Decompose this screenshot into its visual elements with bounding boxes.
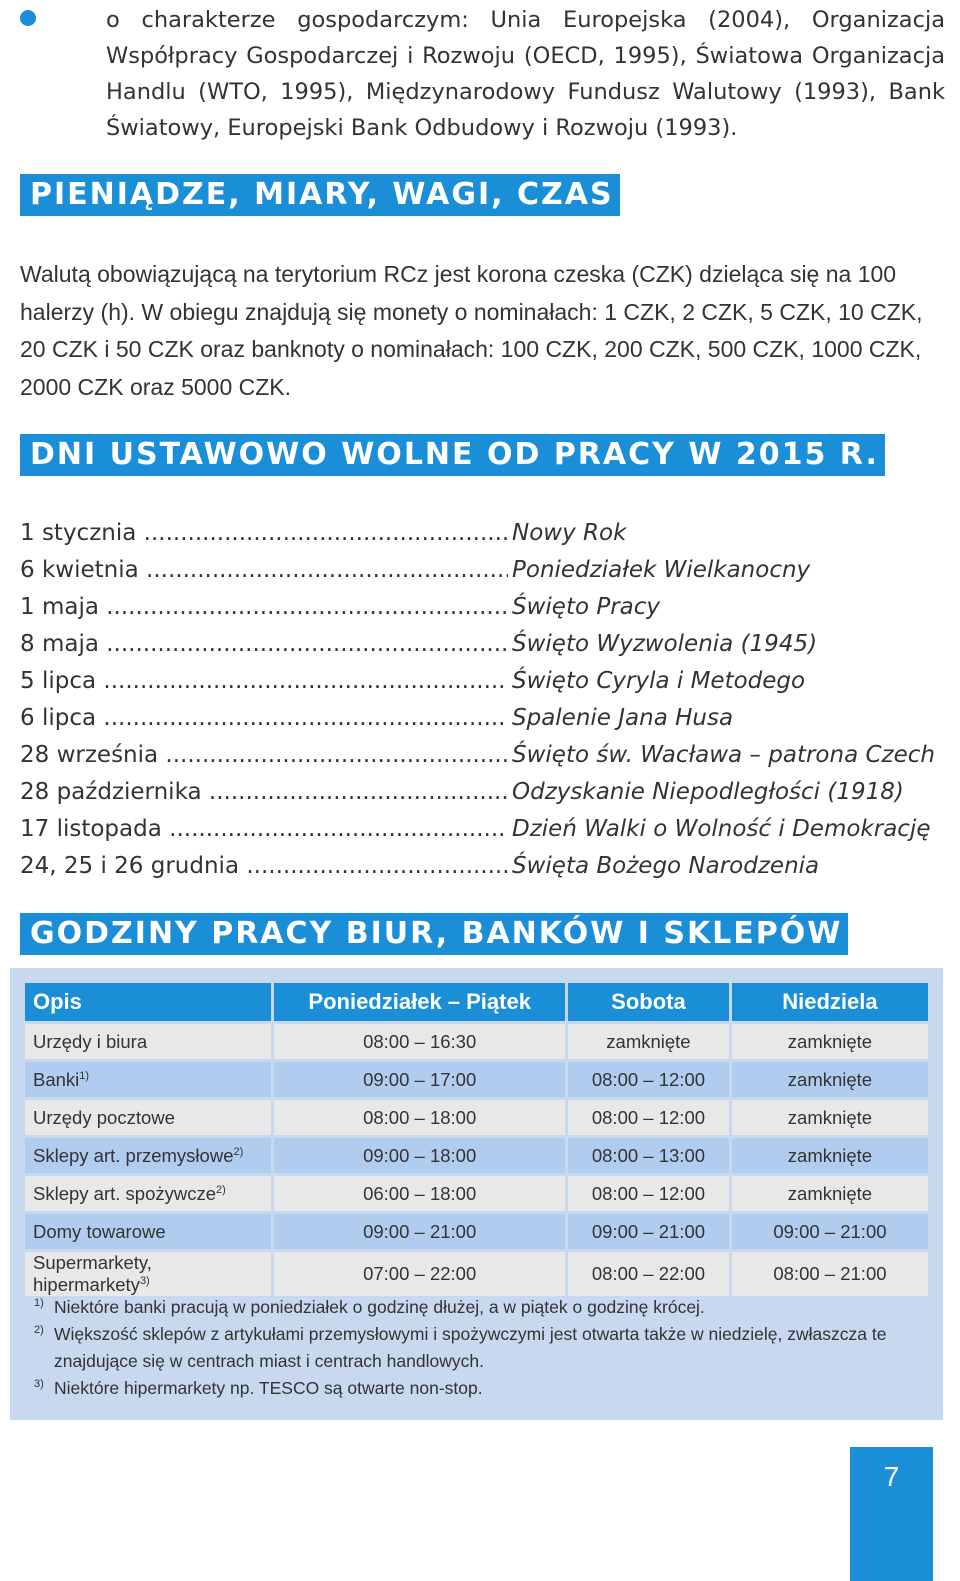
footnotes (34, 1294, 914, 1402)
footnote-marker: 2) (216, 1183, 226, 1196)
holiday-row (20, 811, 950, 848)
row-label: Urzędy pocztowe (33, 1106, 175, 1128)
row-label: Urzędy i biura (33, 1030, 148, 1052)
holiday-row (20, 552, 950, 589)
hours-table-panel (10, 968, 943, 1420)
bullet-dot-icon (20, 10, 36, 26)
row-label: Domy towarowe (33, 1220, 166, 1242)
holiday-date: 1 maja ..... (20, 589, 508, 626)
table-row (25, 1252, 928, 1296)
holiday-row (20, 663, 950, 700)
footnote (34, 1375, 914, 1402)
row-label: Sklepy art. przemysłowe (33, 1144, 234, 1166)
holiday-date: 17 listopada ..... (20, 811, 508, 848)
cell-description (25, 1062, 271, 1097)
row-label: Sklepy art. spożywcze (33, 1182, 217, 1204)
hours-table (22, 980, 931, 1299)
cell-saturday: 08:00 – 12:00 (568, 1176, 729, 1211)
footnote (34, 1321, 914, 1375)
cell-weekday: 08:00 – 18:00 (274, 1100, 565, 1135)
footnote (34, 1294, 914, 1321)
footnote-number: 1) (34, 1297, 44, 1309)
heading-money: PIENIĄDZE, MIARY, WAGI, CZAS (20, 174, 620, 216)
holiday-name: Święto Cyryla i Metodego (512, 668, 806, 694)
footnote-number: 3) (34, 1378, 44, 1390)
cell-sunday: zamknięte (732, 1100, 928, 1135)
heading-holidays: DNI USTAWOWO WOLNE OD PRACY W 2015 R. (20, 434, 885, 476)
holiday-name: Święto Wyzwolenia (1945) (512, 631, 818, 657)
table-row (25, 1100, 928, 1135)
footnote-text: Większość sklepów z artykułami przemysłowymi i spożywczymi jest otwarta także w niedzielę, zwłaszcza te znajdujące się w centrach miast i centrach handlowych. (54, 1324, 887, 1371)
cell-sunday: 09:00 – 21:00 (732, 1214, 928, 1249)
table-row (25, 1024, 928, 1059)
money-paragraph: Walutą obowiązującą na terytorium RCz jest korona czeska (CZK) dzieląca się na 100 halerzy (h). W obiegu znajdują się monety o nominałach: 1 CZK, 2 CZK, 5 CZK, 10 CZK, 20 CZK i 50 CZK oraz banknoty o nominałach: 100 CZK, 200 CZK, 500 CZK, 1000 CZK, 2000 CZK oraz 5000 CZK. (20, 261, 923, 400)
holiday-name: Nowy Rok (512, 520, 627, 546)
holiday-row (20, 848, 950, 885)
holiday-row (20, 737, 950, 774)
holiday-date: 5 lipca ..... (20, 663, 508, 700)
holiday-date: 28 października ..... (20, 774, 508, 811)
table-row (25, 1214, 928, 1249)
holiday-date: 24, 25 i 26 grudnia ..... (20, 848, 508, 885)
cell-saturday: 08:00 – 22:00 (568, 1252, 729, 1296)
cell-description (25, 1138, 271, 1173)
cell-weekday: 09:00 – 21:00 (274, 1214, 565, 1249)
holiday-name: Święta Bożego Narodzenia (512, 853, 820, 879)
intro-bullet (20, 2, 945, 146)
hours-table-header (25, 983, 928, 1021)
page-number: 7 (850, 1447, 933, 1581)
cell-description (25, 1024, 271, 1059)
holidays-list (20, 515, 950, 885)
cell-weekday: 07:00 – 22:00 (274, 1252, 565, 1296)
holiday-row (20, 626, 950, 663)
cell-weekday: 06:00 – 18:00 (274, 1176, 565, 1211)
row-label: Banki (33, 1068, 80, 1090)
cell-weekday: 09:00 – 17:00 (274, 1062, 565, 1097)
cell-saturday: 08:00 – 12:00 (568, 1062, 729, 1097)
cell-sunday: zamknięte (732, 1024, 928, 1059)
holiday-name: Poniedziałek Wielkanocny (512, 557, 811, 583)
cell-description (25, 1176, 271, 1211)
cell-weekday: 09:00 – 18:00 (274, 1138, 565, 1173)
column-header-description: Opis (25, 983, 271, 1021)
holiday-row (20, 700, 950, 737)
footnote-number: 2) (34, 1324, 44, 1336)
cell-description (25, 1100, 271, 1135)
footnote-text: Niektóre banki pracują w poniedziałek o godzinę dłużej, a w piątek o godzinę krócej. (54, 1297, 705, 1317)
row-label: Supermarkety, hipermarkety (33, 1252, 152, 1295)
holiday-name: Święto św. Wacława – patrona Czech (512, 742, 935, 768)
cell-weekday: 08:00 – 16:30 (274, 1024, 565, 1059)
holiday-name: Dzień Walki o Wolność i Demokrację (512, 816, 931, 842)
holiday-date: 6 lipca ..... (20, 700, 508, 737)
holiday-date: 8 maja ..... (20, 626, 508, 663)
heading-hours: GODZINY PRACY BIUR, BANKÓW I SKLEPÓW (20, 913, 848, 955)
holiday-name: Odzyskanie Niepodległości (1918) (512, 779, 904, 805)
holiday-date: 1 stycznia ..... (20, 515, 508, 552)
holiday-row (20, 774, 950, 811)
footnote-text: Niektóre hipermarkety np. TESCO są otwarte non-stop. (54, 1378, 483, 1398)
holiday-date: 28 września ..... (20, 737, 508, 774)
cell-description (25, 1214, 271, 1249)
cell-saturday: 08:00 – 12:00 (568, 1100, 729, 1135)
holiday-date: 6 kwietnia ..... (20, 552, 508, 589)
cell-sunday: 08:00 – 21:00 (732, 1252, 928, 1296)
cell-saturday: zamknięte (568, 1024, 729, 1059)
footnote-marker: 2) (233, 1145, 244, 1158)
intro-text: o charakterze gospodarczym: Unia Europejska (2004), Organizacja Współpracy Gospodarczej i Rozwoju (OECD, 1995), Światowa Organizacja Handlu (WTO, 1995), Międzynarodowy Fundusz Walutowy (1993), Bank Światowy, Europejski Bank Odbudowy i Rozwoju (1993). (106, 7, 945, 141)
cell-saturday: 09:00 – 21:00 (568, 1214, 729, 1249)
holiday-row (20, 515, 950, 552)
cell-sunday: zamknięte (732, 1062, 928, 1097)
cell-sunday: zamknięte (732, 1138, 928, 1173)
holiday-name: Święto Pracy (512, 594, 661, 620)
column-header-saturday: Sobota (568, 983, 729, 1021)
footnote-marker: 1) (79, 1069, 90, 1082)
holiday-name: Spalenie Jana Husa (512, 705, 734, 731)
cell-sunday: zamknięte (732, 1176, 928, 1211)
holiday-row (20, 589, 950, 626)
cell-description (25, 1252, 271, 1296)
column-header-sunday: Niedziela (732, 983, 928, 1021)
table-row (25, 1176, 928, 1211)
table-row (25, 1138, 928, 1173)
column-header-weekday: Poniedziałek – Piątek (274, 983, 565, 1021)
table-row (25, 1062, 928, 1097)
footnote-marker: 3) (139, 1275, 150, 1287)
cell-saturday: 08:00 – 13:00 (568, 1138, 729, 1173)
